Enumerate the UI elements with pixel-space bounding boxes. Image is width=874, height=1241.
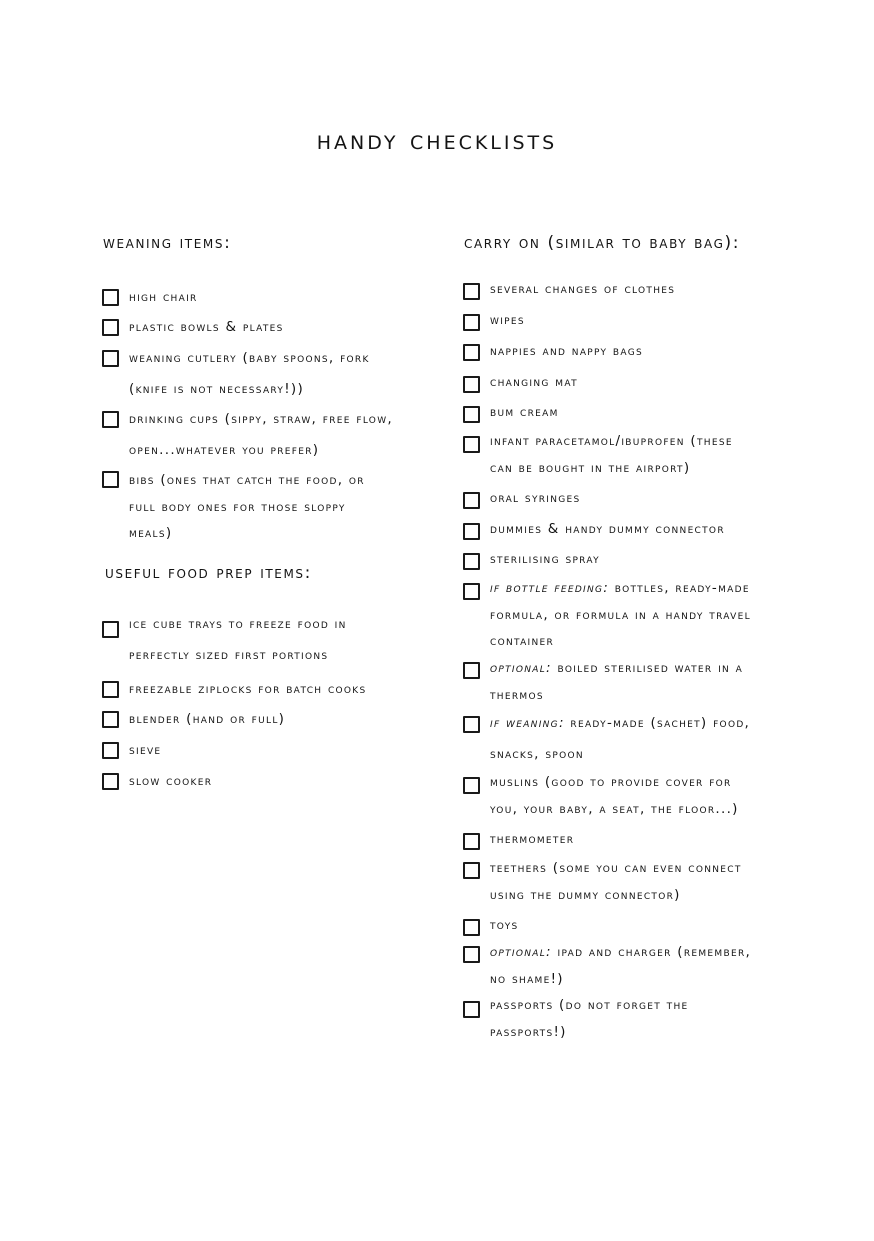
- checkbox[interactable]: [463, 662, 480, 679]
- item-label: blender (hand or full): [129, 711, 286, 727]
- checkbox[interactable]: [463, 583, 480, 600]
- checkbox[interactable]: [102, 411, 119, 428]
- weaning-heading: weaning items:: [103, 233, 232, 253]
- item-label: optional: boiled sterilised water in a thermos: [490, 660, 744, 703]
- checkbox[interactable]: [463, 919, 480, 936]
- item-label: dummies & handy dummy connector: [490, 521, 725, 537]
- item-label: oral syringes: [490, 490, 581, 506]
- food-prep-heading: useful food prep items:: [105, 563, 312, 583]
- item-label: slow cooker: [129, 773, 213, 789]
- checkbox[interactable]: [463, 283, 480, 300]
- item-label: thermometer: [490, 831, 575, 847]
- item-label: changing mat: [490, 374, 578, 390]
- item-label: nappies and nappy bags: [490, 343, 643, 359]
- checkbox[interactable]: [102, 711, 119, 728]
- checkbox[interactable]: [463, 344, 480, 361]
- item-label: bum cream: [490, 404, 559, 420]
- item-prefix: if bottle feeding:: [490, 580, 610, 596]
- item-label: optional: ipad and charger (remember, no shame!): [490, 944, 752, 987]
- item-prefix: optional:: [490, 944, 552, 960]
- item-label: sterilising spray: [490, 551, 600, 567]
- item-prefix: optional:: [490, 660, 552, 676]
- item-label: bibs (ones that catch the food, or full body ones for those sloppy meals): [129, 472, 365, 541]
- checkbox[interactable]: [463, 716, 480, 733]
- checkbox[interactable]: [463, 376, 480, 393]
- item-label: wipes: [490, 312, 525, 328]
- checkbox[interactable]: [102, 773, 119, 790]
- item-label: infant paracetamol/ibuprofen (these can be bought in the airport): [490, 433, 733, 476]
- checkbox[interactable]: [102, 471, 119, 488]
- checkbox[interactable]: [463, 436, 480, 453]
- item-label: plastic bowls & plates: [129, 319, 284, 335]
- item-label: toys: [490, 917, 519, 933]
- checkbox[interactable]: [102, 319, 119, 336]
- checkbox[interactable]: [463, 492, 480, 509]
- checkbox[interactable]: [463, 553, 480, 570]
- checkbox[interactable]: [102, 621, 119, 638]
- checkbox[interactable]: [463, 523, 480, 540]
- checkbox[interactable]: [463, 406, 480, 423]
- checkbox[interactable]: [102, 289, 119, 306]
- item-label: weaning cutlery (baby spoons, fork (knife is not necessary!)): [129, 350, 370, 397]
- item-label: if weaning: ready-made (sachet) food, snacks, spoon: [490, 715, 751, 762]
- item-label: several changes of clothes: [490, 281, 676, 297]
- checkbox[interactable]: [463, 862, 480, 879]
- item-label: drinking cups (sippy, straw, free flow, open...whatever you prefer): [129, 411, 393, 458]
- item-label: sieve: [129, 742, 162, 758]
- checkbox[interactable]: [102, 350, 119, 367]
- carry-on-heading: carry on (similar to baby bag):: [464, 233, 741, 253]
- page-title: handy checklists: [316, 125, 558, 156]
- item-label: if bottle feeding: bottles, ready-made formula, or formula in a handy travel container: [490, 580, 751, 649]
- item-label: teethers (some you can even connect using the dummy connector): [490, 860, 742, 903]
- item-label: ice cube trays to freeze food in perfectly sized first portions: [129, 616, 347, 663]
- checkbox[interactable]: [463, 1001, 480, 1018]
- checkbox[interactable]: [463, 314, 480, 331]
- checkbox[interactable]: [102, 742, 119, 759]
- item-label: muslins (good to provide cover for you, your baby, a seat, the floor...): [490, 774, 739, 817]
- item-label: freezable ziplocks for batch cooks: [129, 681, 367, 697]
- item-prefix: if weaning:: [490, 715, 565, 731]
- item-label: passports (do not forget the passports!): [490, 997, 689, 1040]
- checkbox[interactable]: [463, 777, 480, 794]
- checkbox[interactable]: [463, 833, 480, 850]
- item-label: high chair: [129, 289, 198, 305]
- checkbox[interactable]: [102, 681, 119, 698]
- checkbox[interactable]: [463, 946, 480, 963]
